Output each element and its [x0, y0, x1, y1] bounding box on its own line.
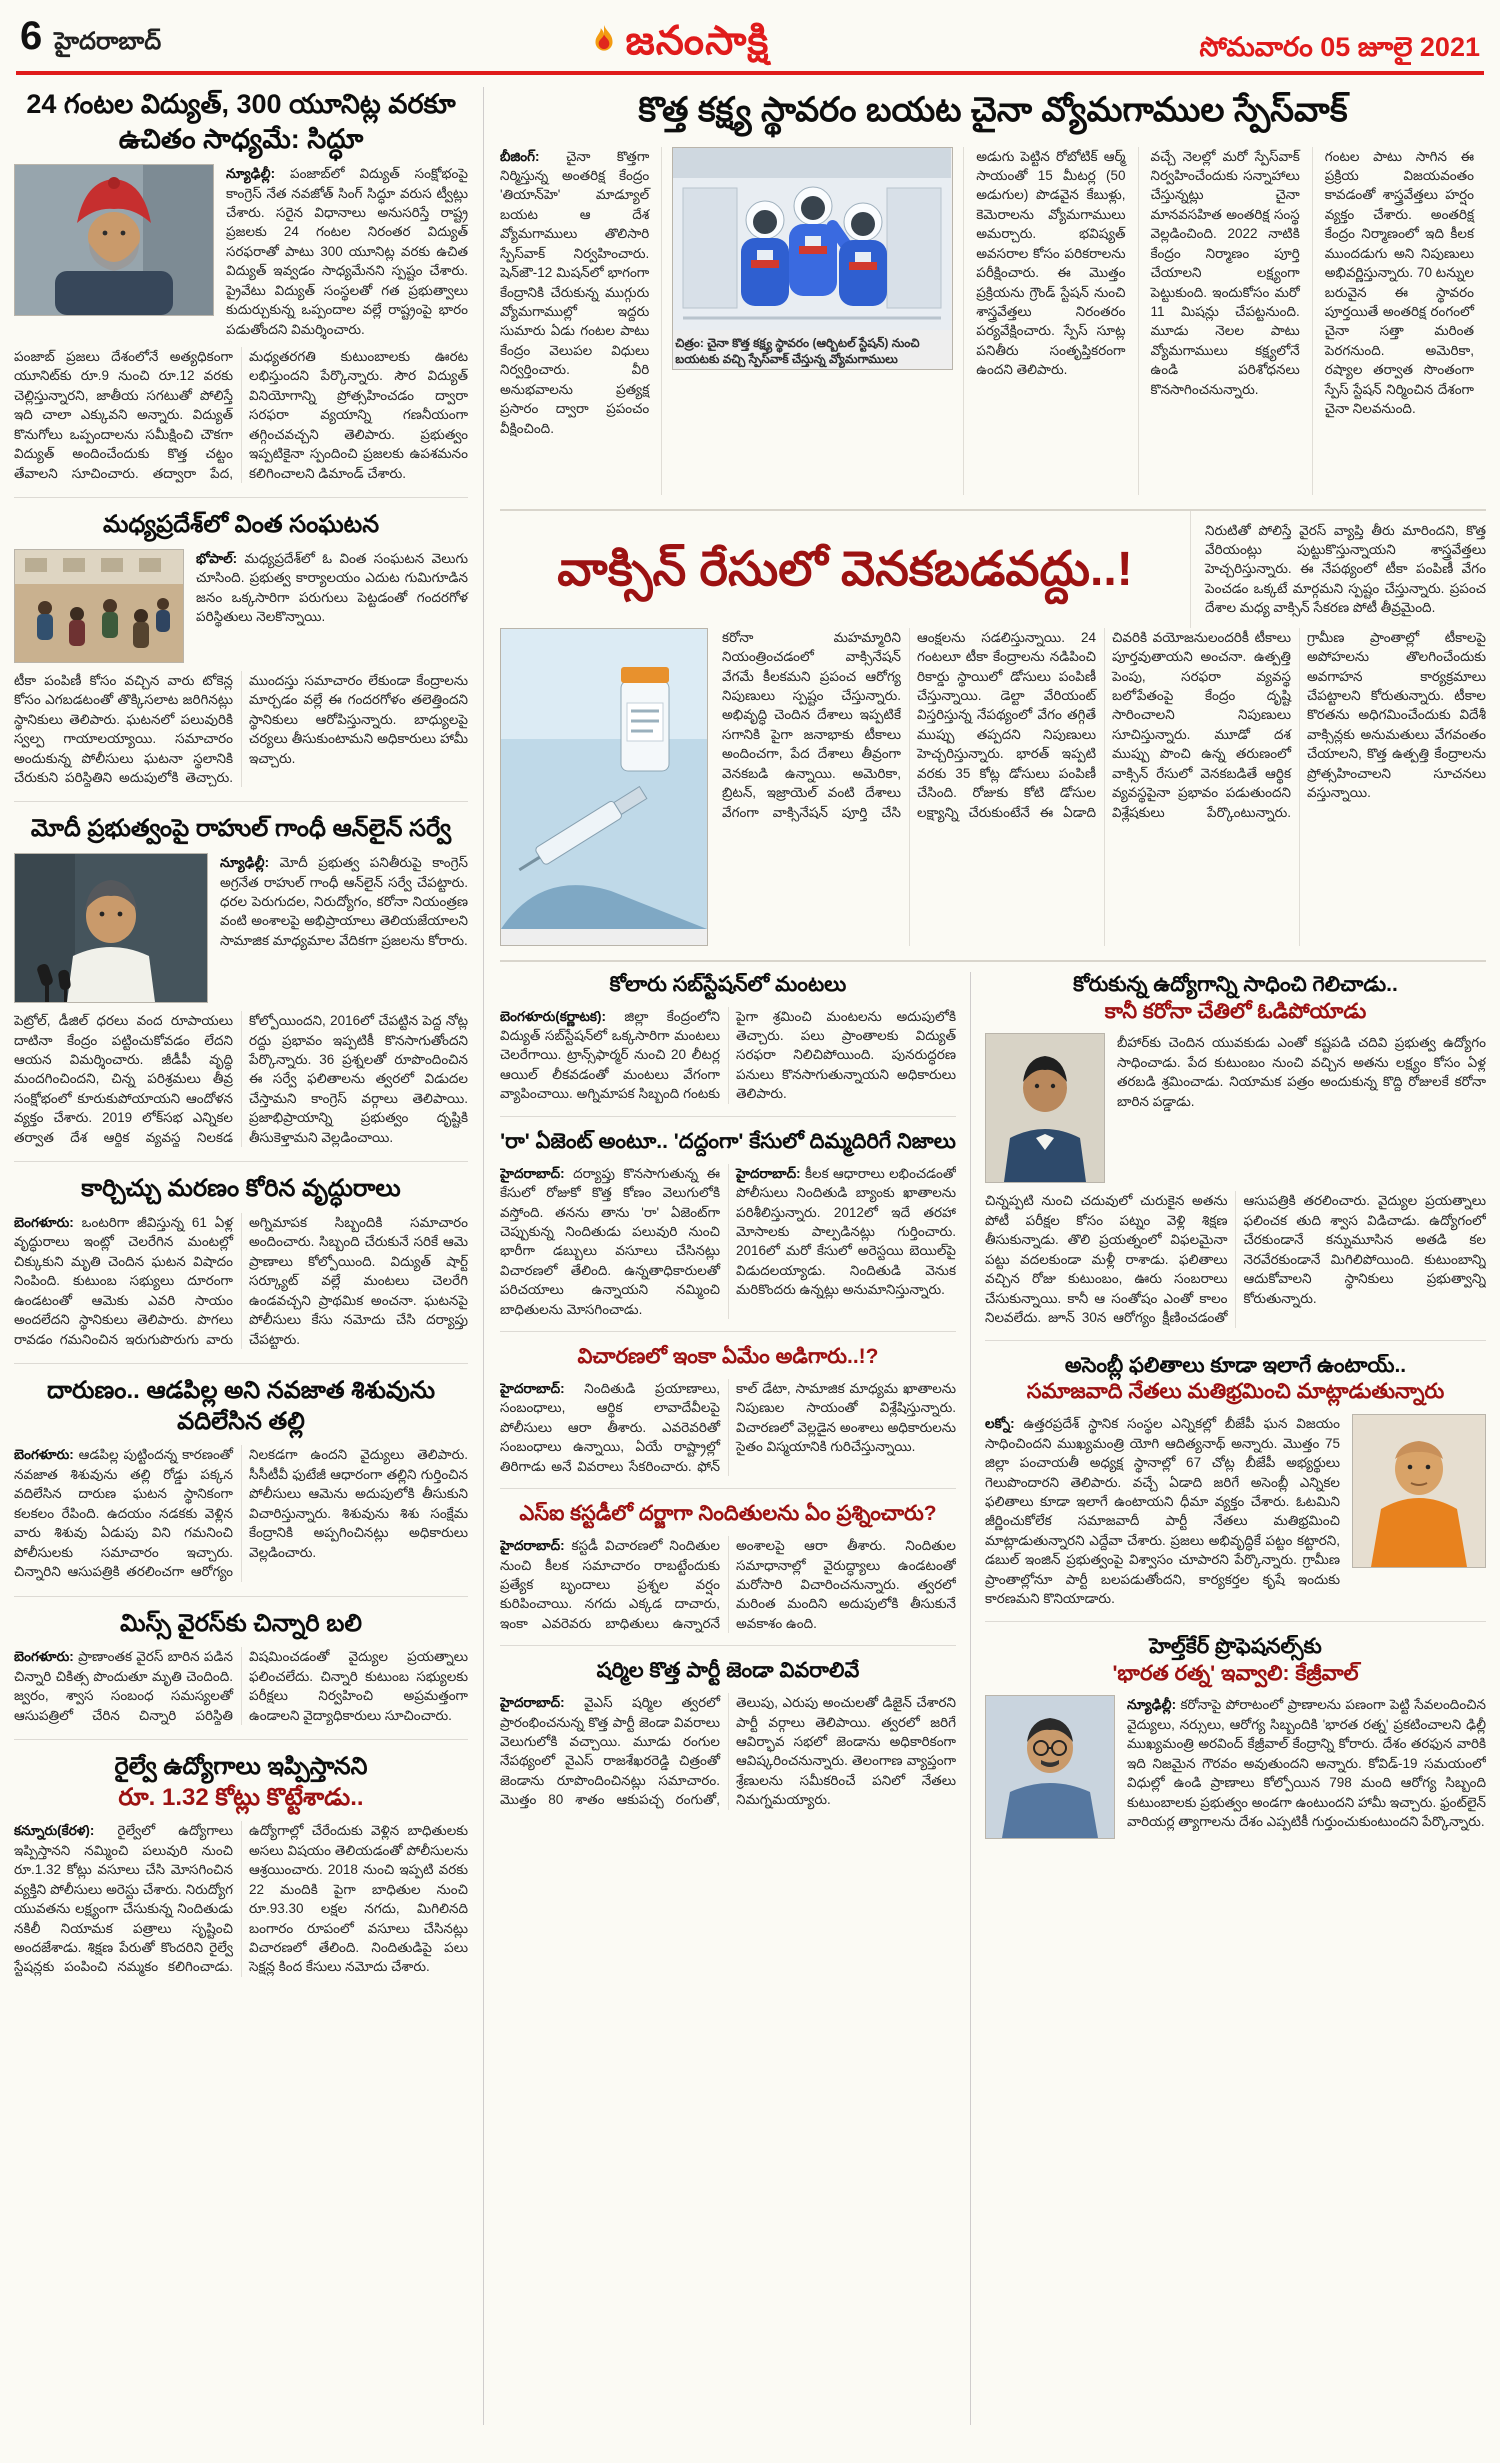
article-headline-line1: రైల్వే ఉద్యోగాలు ఇప్పిస్తానని: [114, 1752, 368, 1780]
article-body-continued: పంజాబ్ ప్రజలు దేశంలోనే అత్యధికంగా యూనిట్‌కు రూ.9 నుంచి రూ.12 వరకు చెల్లిస్తున్నారని, జాతీయ సగటుతో పోలిస్తే ఇది చాలా ఎక్కువని అన్నారు. విద్యుత్ కొనుగోలు ఒప్పందాలను సమీక్షించి చౌకగా విద్యుత్ అందించేందుకు కొత్త చట్టం తేవాలని సూచించారు. తద్వారా పేద, మధ్యతరగతి కుటుంబాలకు ఊరట లభిస్తుందని పేర్కొన్నారు. సౌర విద్యుత్ వినియోగాన్ని ప్రోత్సహించడం ద్వారా సరఫరా వ్యయాన్ని గణనీయంగా తగ్గించవచ్చని తెలిపారు. ప్రభుత్వం ఇప్పటికైనా స్పందించి ప్రజలకు ఉపశమనం కలిగించాలని డిమాండ్ చేశారు.: [14, 349, 468, 481]
dateline: బెంగళూరు:: [14, 1214, 74, 1230]
article-newborn-abandoned: [14, 1363, 468, 1582]
article-sharmila-flag: [500, 1645, 956, 1810]
bottom-column-a: [500, 972, 970, 2425]
bottom-column-b: [970, 972, 1486, 2425]
article-body-continued: చిన్నప్పటి నుంచి చదువులో చురుకైన అతను పోటీ పరీక్షల కోసం పట్నం వెళ్లి శిక్షణ తీసుకున్నాడు. తొలి ప్రయత్నంలో విఫలమైనా పట్టు వదలకుండా మళ్లీ రాశాడు. ఫలితాలు వచ్చిన రోజు కుటుంబం, ఊరు సంబరాలు చేసుకున్నాయి. కానీ ఆ సంతోషం ఎంతో కాలం నిలవలేదు. జూన్ 30న ఆరోగ్యం క్షీణించడంతో ఆసుపత్రికి తరలించారు. వైద్యుల ప్రయత్నాలు ఫలించక తుది శ్వాస విడిచాడు. ఉద్యోగంలో చేరకుండానే కన్నుమూసిన అతడి కల నెరవేరకుండానే మిగిలిపోయింది. కుటుంబాన్ని ఆదుకోవాలని స్థానికులు ప్రభుత్వాన్ని కోరుతున్నారు.: [985, 1193, 1486, 1326]
sidhu-portrait-photo: [14, 164, 214, 316]
page-number: 6: [20, 14, 43, 58]
article-headline: మోదీ ప్రభుత్వంపై రాహుల్ గాంధీ ఆన్‌లైన్ సర్వే: [30, 815, 452, 843]
article-yogi-results: [985, 1340, 1486, 1609]
article-body: బీహార్‌కు చెందిన యువకుడు ఎంతో కష్టపడి చదివి ప్రభుత్వ ఉద్యోగం సాధించాడు. పేద కుటుంబం నుంచి వచ్చిన అతను లక్ష్యం కోసం ఏళ్ల తరబడి శ్రమించాడు. నియామక పత్రం అందుకున్న కొద్ది రోజులకే కరోనా బారిన పడ్డాడు.: [1117, 1035, 1486, 1109]
article-ra-agent-case: [500, 1116, 956, 1319]
paper-logo-block: [591, 21, 769, 61]
article-china-spacewalk: [500, 87, 1486, 495]
yogi-adityanath-photo: [1352, 1414, 1486, 1568]
article-si-custody: [500, 1488, 956, 1633]
article-headline-line1: హెల్త్‌కేర్ ప్రొఫెషనల్స్‌కు: [1149, 1634, 1322, 1658]
vaccine-vial-photo: [500, 628, 708, 946]
article-headline: విచారణలో ఇంకా ఏమేం అడిగారు..!?: [577, 1345, 879, 1369]
page-content: [14, 75, 1486, 2425]
crowd-incident-photo: [14, 549, 184, 663]
dateline: హైదరాబాద్:: [500, 1381, 565, 1397]
article-old-woman-fire: [14, 1161, 468, 1349]
left-column: [14, 87, 484, 2425]
article-headline: షర్మిల కొత్త పార్టీ జెండా వివరాలివే: [596, 1659, 860, 1683]
body-text: కరోనాపై పోరాటంలో ప్రాణాలను పణంగా పెట్టి సేవలందించిన వైద్యులు, నర్సులు, ఆరోగ్య సిబ్బందికి 'భారత రత్న' ప్రకటించాలని ఢిల్లీ ముఖ్యమంత్రి అరవింద్ కేజ్రీవాల్ కేంద్రాన్ని కోరారు. దేశం తరఫున వారికి ఇది నిజమైన గౌరవం అవుతుందని అన్నారు. కోవిడ్-19 సమయంలో విధుల్లో ఉండి ప్రాణాలు కోల్పోయిన 798 మంది ఆరోగ్య సిబ్బంది కుటుంబాలకు ప్రభుత్వం అండగా ఉంటుందని హామీ ఇచ్చారు. ఫ్రంట్‌లైన్ వారియర్ల త్యాగాలను దేశం ఎప్పటికీ గుర్తుంచుకుంటుందని పేర్కొన్నారు.: [1127, 1697, 1486, 1830]
dateline: బీజింగ్:: [500, 148, 540, 164]
dateline: హైదరాబాద్:: [500, 1538, 565, 1554]
article-kejriwal-bharat-ratna: [985, 1621, 1486, 1840]
masthead: [14, 8, 1486, 71]
body-text: కస్టడీ విచారణలో నిందితుల నుంచి కీలక సమాచారం రాబట్టేందుకు ప్రత్యేక బృందాలు ప్రశ్నల వర్షం కురిపించాయి. నగదు ఎక్కడ దాచారు, ఇంకా ఎవరెవరు బాధితులు ఉన్నారనే అంశాలపై ఆరా తీశారు. నిందితుల సమాధానాల్లో వైరుద్ధ్యాలు ఉండటంతో మరోసారి విచారించనున్నారు. త్వరలో మరింత మందిని అదుపులోకి తీసుకునే అవకాశం ఉంది.: [500, 1538, 956, 1631]
vaccine-body: కరోనా మహమ్మారిని నియంత్రించడంలో వాక్సినేషన్ వేగమే కీలకమని ప్రపంచ ఆరోగ్య నిపుణులు స్పష్టం చేస్తున్నారు. అభివృద్ధి చెందిన దేశాలు ఇప్పటికే సగానికి పైగా జనాభాకు టీకాలు అందించగా, పేద దేశాలు తీవ్రంగా వెనకబడి ఉన్నాయి. అమెరికా, బ్రిటన్, ఇజ్రాయెల్ వంటి దేశాలు వేగంగా వాక్సినేషన్ పూర్తి చేసి ఆంక్షలను సడలిస్తున్నాయి. 24 గంటలూ టీకా కేంద్రాలను నడిపించి రికార్డు స్థాయిలో డోసులు పంపిణీ చేస్తున్నాయి. డెల్టా వేరియంట్ విస్తరిస్తున్న నేపథ్యంలో వేగం తగ్గితే ముప్పు తప్పదని నిపుణులు హెచ్చరిస్తున్నారు. భారత్ ఇప్పటి వరకు 35 కోట్ల డోసులు పంపిణీ చేసింది. రోజుకు కోటి డోసుల లక్ష్యాన్ని చేరుకుంటేనే ఈ ఏడాది చివరికి వయోజనులందరికీ టీకాలు పూర్తవుతాయని అంచనా. ఉత్పత్తి పెంపు, సరఫరా వ్యవస్థ బలోపేతంపై కేంద్రం దృష్టి సారించాలని నిపుణులు సూచిస్తున్నారు. మూడో దశ ముప్పు పొంచి ఉన్న తరుణంలో వాక్సిన్ రేసులో వెనకబడితే ఆర్థిక వ్యవస్థపైనా ప్రభావం పడుతుందని విశ్లేషకులు పేర్కొంటున్నారు. గ్రామీణ ప్రాంతాల్లో టీకాలపై అపోహలను తొలగించేందుకు అవగాహన కార్యక్రమాలు చేపట్టాలని కోరుతున్నారు. టీకాల కొరతను అధిగమించేందుకు విదేశీ వాక్సిన్లకు అనుమతులు వేగవంతం చేయాలని, కొత్త ఉత్పత్తి కేంద్రాలను ప్రోత్సహించాలని సూచనలు వస్తున్నాయి.: [722, 629, 1486, 820]
article-headline: మిస్స్ వైరస్‌కు చిన్నారి బలి: [120, 1609, 362, 1637]
body-text: కీలక ఆధారాలు లభించడంతో పోలీసులు నిందితుడి బ్యాంకు ఖాతాలను పరిశీలిస్తున్నారు. 2012లో ఇదే తరహా మోసాలకు పాల్పడినట్లు గుర్తించారు. 2016లో మరో కేసులో అరెస్టయి బెయిల్‌పై విడుదలయ్యాడు. నిందితుడి వెనుక మరికొందరు ఉన్నట్లు అనుమానిస్తున్నారు.: [736, 1165, 956, 1298]
article-body: [14, 1821, 468, 1977]
paper-name: జనంసాక్షి: [625, 19, 770, 63]
photo-caption: చిత్రం: చైనా కొత్త కక్ష్య స్థావరం (ఆర్బిటల్ స్టేషన్) నుంచి బయటకు వచ్చి స్పేస్‌వాక్ చేస్తున్న వ్యోమగాములు: [675, 335, 920, 366]
qa-item: [736, 1164, 956, 1300]
article-interrogation-more: [500, 1331, 956, 1476]
china-col-2: అడుగు పెట్టిన రోబోటిక్ ఆర్మ్ సాయంతో 15 మీటర్ల (50 అడుగుల) పొడవైన కేబుళ్లు, కెమెరాలను వ్యోమగాములు అమర్చారు. భవిష్యత్ అవసరాల కోసం పరికరాలను పరీక్షించారు. ఈ మొత్తం ప్రక్రియను గ్రౌండ్ స్టేషన్ నుంచి శాస్త్రవేత్తలు నిరంతరం పర్యవేక్షించారు. స్పేస్ సూట్ల పనితీరు సంతృప్తికరంగా ఉందని తెలిపారు.: [963, 147, 1137, 495]
article-mp-incident: [14, 497, 468, 787]
vaccine-side-column: నిరుటితో పోలిస్తే వైరస్ వ్యాప్తి తీరు మారిందని, కొత్త వేరియంట్లు పుట్టుకొస్తున్నాయని శాస్త్రవేత్తలు హెచ్చరిస్తున్నారు. ఈ నేపథ్యంలో టీకా పంపిణీ వేగం పెంచడం ఒక్కటే మార్గమని స్పష్టం చేస్తున్నారు. ప్రపంచ దేశాల మధ్య వాక్సిన్ సేకరణ పోటీ తీవ్రమైంది.: [1190, 511, 1486, 628]
article-body: [226, 164, 468, 339]
body-text: ప్రాణాంతక వైరస్ బారిన పడిన చిన్నారి చికిత్స పొందుతూ మృతి చెందింది. జ్వరం, శ్వాస సంబంధ సమస్యలతో ఆసుపత్రిలో చేరిన చిన్నారి పరిస్థితి విషమించడంతో వైద్యుల ప్రయత్నాలు ఫలించలేదు. చిన్నారి కుటుంబ సభ్యులకు పరీక్షలు నిర్వహించి అప్రమత్తంగా ఉండాలని వైద్యాధికారులు సూచించారు.: [14, 1649, 468, 1723]
dateline: బెంగళూరు:: [14, 1649, 74, 1665]
article-headline-line2: కానీ కరోనా చేతిలో ఓడిపోయాడు: [1104, 999, 1367, 1023]
article-headline: కొత్త కక్ష్య స్థావరం బయట చైనా వ్యోమగాముల స్పేస్‌వాక్: [638, 91, 1348, 129]
body-text: మోదీ ప్రభుత్వ పనితీరుపై కాంగ్రెస్ అగ్రనేత రాహుల్ గాంధీ ఆన్‌లైన్ సర్వే చేపట్టారు. ధరల పెరుగుదల, నిరుద్యోగం, కరోనా నియంత్రణ వంటి అంశాలపై అభిప్రాయాలు తెలియజేయాలని సామాజిక మాధ్యమాల వేదికగా ప్రజలను కోరారు.: [220, 855, 468, 948]
article-body: [14, 1213, 468, 1349]
body-text: వైఎస్ షర్మిల త్వరలో ప్రారంభించనున్న కొత్త పార్టీ జెండా వివరాలు వెలుగులోకి వచ్చాయి. మూడు రంగుల నేపథ్యంలో వైఎస్ రాజశేఖరరెడ్డి చిత్రంతో జెండాను రూపొందించినట్లు సమాచారం. మొత్తం 80 శాతం ఆకుపచ్చ రంగుతో, తెలుపు, ఎరుపు అంచులతో డిజైన్ చేశారని పార్టీ వర్గాలు తెలిపాయి. త్వరలో జరిగే ఆవిర్భావ సభలో జెండాను అధికారికంగా ఆవిష్కరించనున్నారు. తెలంగాణ వ్యాప్తంగా శ్రేణులను సమీకరించే పనిలో నేతలు నిమగ్నమయ్యారు.: [500, 1695, 956, 1808]
dateline: న్యూఢిల్లీ:: [226, 166, 276, 182]
body-text: ఒంటరిగా జీవిస్తున్న 61 ఏళ్ల వృద్ధురాలు ఇంట్లో చెలరేగిన మంటల్లో చిక్కుకుని మృతి చెందిన ఘటన విషాదం నింపింది. కుటుంబ సభ్యులు దూరంగా ఉండటంతో ఆమెకు ఎవరి సాయం అందలేదని స్థానికులు తెలిపారు. పొగలు రావడం గమనించిన ఇరుగుపొరుగు వారు అగ్నిమాపక సిబ్బందికి సమాచారం అందించారు. సిబ్బంది చేరుకునే సరికే ఆమె ప్రాణాలు కోల్పోయింది. విద్యుత్ షార్ట్ సర్క్యూట్ వల్లే మంటలు చెలరేగి ఉండవచ్చని ప్రాథమిక అంచనా. ఘటనపై పోలీసులు కేసు నమోదు చేసి దర్యాప్తు చేపట్టారు.: [14, 1214, 468, 1347]
article-headline-line2: 'భారత రత్న' ఇవ్వాలి: కేజ్రీవాల్: [1112, 1661, 1359, 1685]
article-virus-child: [14, 1596, 468, 1725]
body-text: రైల్వేలో ఉద్యోగాలు ఇప్పిస్తానని నమ్మించి పలువురి నుంచి రూ.1.32 కోట్లు వసూలు చేసి మోసగించిన వ్యక్తిని పోలీసులు అరెస్టు చేశారు. నిరుద్యోగ యువతను లక్ష్యంగా చేసుకున్న నిందితుడు నకిలీ నియామక పత్రాలు సృష్టించి అందజేశాడు. శిక్షణ పేరుతో కొందరిని రైల్వే స్టేషన్లకు పంపించి నమ్మకం కలిగించాడు. ఉద్యోగాల్లో చేరేందుకు వెళ్లిన బాధితులకు అసలు విషయం తెలియడంతో పోలీసులను ఆశ్రయించారు. 2018 నుంచి ఇప్పటి వరకు 22 మందికి పైగా బాధితుల నుంచి రూ.93.30 లక్షల నగదు, మిగిలినది బంగారం రూపంలో వసూలు చేసినట్లు విచారణలో తేలింది. నిందితుడిపై పలు సెక్షన్ల కింద కేసులు నమోదు చేశారు.: [14, 1823, 468, 1975]
main-area: [500, 87, 1486, 2425]
article-kolar-fire: [500, 972, 956, 1104]
article-headline: 'రా' ఏజెంట్ అంటూ.. 'దద్దంగా' కేసులో దిమ్మదిరిగే నిజాలు: [500, 1129, 956, 1153]
body-text: జిల్లా కేంద్రంలోని విద్యుత్ సబ్‌స్టేషన్‌లో ఒక్కసారిగా మంటలు చెలరేగాయి. ట్రాన్స్‌ఫార్మర్ నుంచి 20 లీటర్ల ఆయిల్ లీకవడంతో మంటలు వేగంగా వ్యాపించాయి. అగ్నిమాపక సిబ్బంది గంటకు పైగా శ్రమించి మంటలను అదుపులోకి తెచ్చారు. పలు ప్రాంతాలకు విద్యుత్ సరఫరా నిలిచిపోయింది. పునరుద్ధరణ పనులు కొనసాగుతున్నాయని అధికారులు తెలిపారు.: [500, 1008, 956, 1102]
article-headline-line2: సమాజవాది నేతలు మతిభ్రమించి మాట్లాడుతున్నారు: [1026, 1380, 1445, 1404]
body-text: నిందితుడి ప్రయాణాలు, సంబంధాలు, ఆర్థిక లావాదేవీలపై పోలీసులు ఆరా తీశారు. ఎవరెవరితో సంబంధాలు ఉన్నాయి, ఏయే రాష్ట్రాల్లో తిరిగాడు అనే వివరాలు సేకరించారు. ఫోన్ కాల్ డేటా, సామాజిక మాధ్యమ ఖాతాలను నిపుణుల సాయంతో విశ్లేషిస్తున్నారు. విచారణలో వెల్లడైన అంశాలు అధికారులను సైతం విస్మయానికి గురిచేస్తున్నాయి.: [500, 1381, 956, 1474]
body-text: ఆడపిల్ల పుట్టిందన్న కారణంతో నవజాత శిశువును తల్లి రోడ్డు పక్కన వదిలేసిన దారుణ ఘటన స్థానికంగా కలకలం రేపింది. ఉదయం నడకకు వెళ్లిన వారు శిశువు ఏడుపు విని గమనించి పోలీసులకు సమాచారం ఇచ్చారు. చిన్నారిని ఆసుపత్రికి తరలించగా ఆరోగ్యం నిలకడగా ఉందని వైద్యులు తెలిపారు. సీసీటీవీ ఫుటేజీ ఆధారంగా తల్లిని గుర్తించిన పోలీసులు ఆమెను అదుపులోకి తీసుకుని విచారిస్తున్నారు. శిశువును శిశు సంక్షేమ కేంద్రానికి అప్పగించినట్లు అధికారులు వెల్లడించారు.: [14, 1447, 468, 1580]
article-headline: 24 గంటల విద్యుత్, 300 యూనిట్ల వరకూ ఉచితం సాధ్యమే: సిద్ధూ: [26, 89, 456, 154]
article-body: [985, 1414, 1340, 1608]
dateline: కన్నూరు(కేరళ):: [14, 1823, 95, 1839]
article-railway-fraud: [14, 1739, 468, 1977]
article-body: [220, 853, 468, 950]
bottom-section: [500, 960, 1486, 2425]
article-headline-line1: కోరుకున్న ఉద్యోగాన్ని సాధించి గెలిచాడు..: [1073, 972, 1398, 996]
article-body: [500, 1164, 956, 1320]
edition-name: హైదరాబాద్: [54, 28, 162, 55]
china-col-3: వచ్చే నెలల్లో మరో స్పేస్‌వాక్ నిర్వహించేందుకు సన్నాహాలు చేస్తున్నట్లు చైనా మానవసహిత అంతరిక్ష సంస్థ వెల్లడించింది. 2022 నాటికి కేంద్రం నిర్మాణం పూర్తి చేయాలని లక్ష్యంగా పెట్టుకుంది. ఇందుకోసం మరో 11 మిషన్లు చేపట్టనుంది. మూడు నెలల పాటు వ్యోమగాములు కక్ష్యలోనే ఉండి పరిశోధనలు కొనసాగించనున్నారు.: [1138, 147, 1312, 495]
flame-icon: [591, 25, 617, 57]
body-text: దర్యాప్తు కొనసాగుతున్న ఈ కేసులో రోజుకో కొత్త కోణం వెలుగులోకి వస్తోంది. తనను తాను 'రా' ఏజెంట్‌గా చెప్పుకున్న నిందితుడు పలువురి నుంచి భారీగా డబ్బులు వసూలు చేసినట్లు విచారణలో తేలింది. ఉన్నతాధికారులతో పరిచయాలు ఉన్నాయని నమ్మించి బాధితులను మోసగించాడు.: [500, 1165, 720, 1317]
body-text: ఉత్తరప్రదేశ్ స్థానిక సంస్థల ఎన్నికల్లో బీజేపీ ఘన విజయం సాధించిందని ముఖ్యమంత్రి యోగి ఆదిత్యనాథ్ అన్నారు. మొత్తం 75 జిల్లా పంచాయతీ అధ్యక్ష స్థానాల్లో 67 చోట్ల బీజేపీ అభ్యర్థులు గెలుపొందారని తెలిపారు. వచ్చే ఏడాది జరిగే అసెంబ్లీ ఎన్నికల ఫలితాలు కూడా ఇలాగే ఉంటాయని ధీమా వ్యక్తం చేశారు. ఓటమిని జీర్ణించుకోలేక సమాజవాదీ పార్టీ నేతలు మతిభ్రమించి మాట్లాడుతున్నారని ఎద్దేవా చేశారు. ప్రజలు అభివృద్ధికే పట్టం కట్టారని, డబుల్ ఇంజిన్ ప్రభుత్వంపై విశ్వాసం చూపారని పేర్కొన్నారు. గ్రామీణ ప్రాంతాల్లోనూ పార్టీ బలపడుతోందని, కార్యకర్తల కృషే ఇందుకు కారణమని కొనియాడారు.: [985, 1416, 1340, 1607]
article-vaccine-race: [500, 509, 1486, 946]
dateline: బెంగళూరు(కర్ణాటక):: [500, 1008, 606, 1024]
dateline: హైదరాబాద్:: [736, 1165, 801, 1181]
article-body: [500, 1693, 956, 1810]
article-rahul-survey: [14, 801, 468, 1147]
dateline: భోపాల్:: [196, 550, 238, 566]
article-headline: కార్చిచ్చు మరణం కోరిన వృద్ధురాలు: [81, 1175, 401, 1203]
qa-item: [500, 1164, 720, 1320]
dateline: హైదరాబాద్:: [500, 1695, 565, 1711]
article-headline: మధ్యప్రదేశ్‌లో వింత సంఘటన: [102, 511, 380, 539]
page-edition-block: [20, 16, 161, 61]
dateline: బెంగళూరు:: [14, 1447, 74, 1463]
body-text: పంజాబ్‌లో విద్యుత్ సంక్షోభంపై కాంగ్రెస్ నేత నవజోత్ సింగ్ సిద్ధూ వరుస ట్వీట్లు చేశారు. సరైన విధానాలు అనుసరిస్తే రాష్ట్ర ప్రజలకు 24 గంటల నిరంతర విద్యుత్ సరఫరాతో పాటు 300 యూనిట్ల వరకు ఉచిత విద్యుత్ ఇవ్వడం సాధ్యమేనని స్పష్టం చేశారు. ప్రైవేటు విద్యుత్ సంస్థలతో గత ప్రభుత్వాలు కుదుర్చుకున్న ఒప్పందాల వల్లే రాష్ట్రంపై భారం పడుతోందని విమర్శించారు.: [226, 166, 468, 337]
article-headline: దారుణం.. ఆడపిల్ల అని నవజాత శిశువును వదిలేసిన తల్లి: [46, 1377, 436, 1435]
article-body: [14, 1445, 468, 1581]
young-man-portrait-photo: [985, 1033, 1105, 1183]
body-text: మధ్యప్రదేశ్‌లో ఓ వింత సంఘటన వెలుగు చూసింది. ప్రభుత్వ కార్యాలయం ఎదుట గుమిగూడిన జనం ఒక్కసారిగా పరుగులు పెట్టడంతో గందరగోళ పరిస్థితులు నెలకొన్నాయి.: [196, 550, 468, 625]
article-headline: వాక్సిన్ రేసులో వెనకబడవద్దు..!: [557, 542, 1133, 596]
article-headline-line2: రూ. 1.32 కోట్లు కొట్టేశాడు..: [118, 1783, 364, 1811]
article-body: [500, 1007, 956, 1104]
dateline: న్యూఢిల్లీ:: [220, 855, 270, 871]
article-body-continued: టీకా పంపిణీ కోసం వచ్చిన వారు టోకెన్ల కోసం ఎగబడటంతో తొక్కిసలాట జరిగినట్లు స్థానికులు తెలిపారు. ఘటనలో పలువురికి స్వల్ప గాయాలయ్యాయి. సమాచారం అందుకున్న పోలీసులు ఘటనా స్థలానికి చేరుకుని పరిస్థితిని అదుపులోకి తెచ్చారు. ముందస్తు సమాచారం లేకుండా కేంద్రాలను మార్చడం వల్లే ఈ గందరగోళం తలెత్తిందని స్థానికులు ఆరోపిస్తున్నారు. బాధ్యులపై చర్యలు తీసుకుంటామని అధికారులు హామీ ఇచ్చారు.: [14, 672, 468, 785]
article-body: [14, 1647, 468, 1725]
dateline: లక్నో:: [985, 1416, 1015, 1432]
kejriwal-photo: [985, 1695, 1115, 1839]
china-columns: [500, 147, 1486, 495]
article-headline-line1: అసెంబ్లీ ఫలితాలు కూడా ఇలాగే ఉంటాయ్..: [1064, 1353, 1407, 1377]
article-body: [196, 549, 468, 627]
china-col-1: [500, 147, 661, 495]
date-line: సోమవారం 05 జూలై 2021: [1199, 32, 1480, 62]
dateline: హైదరాబాద్:: [500, 1165, 565, 1181]
article-body: [1127, 1695, 1486, 1831]
article-headline: ఎస్ఐ కస్టడీలో దర్జాగా నిందితులను ఏం ప్రశ్నించారు?: [519, 1502, 937, 1526]
dateline: న్యూఢిల్లీ:: [1127, 1697, 1177, 1713]
article-headline: కోలారు సబ్‌స్టేషన్‌లో మంటలు: [609, 972, 847, 996]
article-body-continued: పెట్రోల్, డీజిల్ ధరలు వంద రూపాయలు దాటినా కేంద్రం పట్టించుకోవడం లేదని ఆయన విమర్శించారు. జీడీపీ వృద్ధి మందగించిందని, చిన్న పరిశ్రమలు తీవ్ర సంక్షోభంలో కూరుకుపోయాయని ఆందోళన వ్యక్తం చేశారు. 2019 లోక్‌సభ ఎన్నికల తర్వాత దేశ ఆర్థిక వ్యవస్థ నిలకడ కోల్పోయిందని, 2016లో చేపట్టిన పెద్ద నోట్ల రద్దు ప్రభావం ఇప్పటికీ కొనసాగుతోందని పేర్కొన్నారు. 36 ప్రశ్నలతో రూపొందించిన ఈ సర్వే ఫలితాలను త్వరలో విడుదల చేస్తామని కాంగ్రెస్ వర్గాలు తెలిపాయి. ప్రజాభిప్రాయాన్ని ప్రభుత్వం దృష్టికి తీసుకెళ్తామని వెల్లడించాయి.: [14, 1013, 468, 1145]
china-col-4: గంటల పాటు సాగిన ఈ ప్రక్రియ విజయవంతం కావడంతో శాస్త్రవేత్తలు హర్షం వ్యక్తం చేశారు. అంతరిక్ష కేంద్రం నిర్మాణంలో ఇది కీలక ముందడుగు అని నిపుణులు అభివర్ణిస్తున్నారు. 70 టన్నుల బరువైన ఈ స్థావరం పూర్తయితే అంతరిక్ష రంగంలో చైనా సత్తా మరింత పెరగనుంది. అమెరికా, రష్యాల తర్వాత సొంతంగా స్పేస్ స్టేషన్ నిర్మించిన దేశంగా చైనా నిలవనుంది.: [1312, 147, 1486, 495]
article-sidhu-power: [14, 87, 468, 483]
article-body: [500, 1379, 956, 1476]
rahul-gandhi-photo: [14, 853, 208, 1003]
article-body: [500, 1536, 956, 1633]
article-young-man-corona: [985, 972, 1486, 1328]
body-text: చైనా కొత్తగా నిర్మిస్తున్న అంతరిక్ష కేంద్రం 'తియాన్‌హె' మాడ్యూల్ బయట ఆ దేశ వ్యోమగాములు తొలిసారి స్పేస్‌వాక్ నిర్వహించారు. షెన్‌జౌ-12 మిషన్‌లో భాగంగా కేంద్రానికి చేరుకున్న ముగ్గురు వ్యోమగాముల్లో ఇద్దరు సుమారు ఏడు గంటల పాటు కేంద్రం వెలుపల విధులు నిర్వర్తించారు. వీరి అనుభవాలను ప్రత్యక్ష ప్రసారం ద్వారా ప్రపంచం వీక్షించింది.: [500, 148, 650, 436]
china-astronauts-photo: [672, 147, 953, 370]
